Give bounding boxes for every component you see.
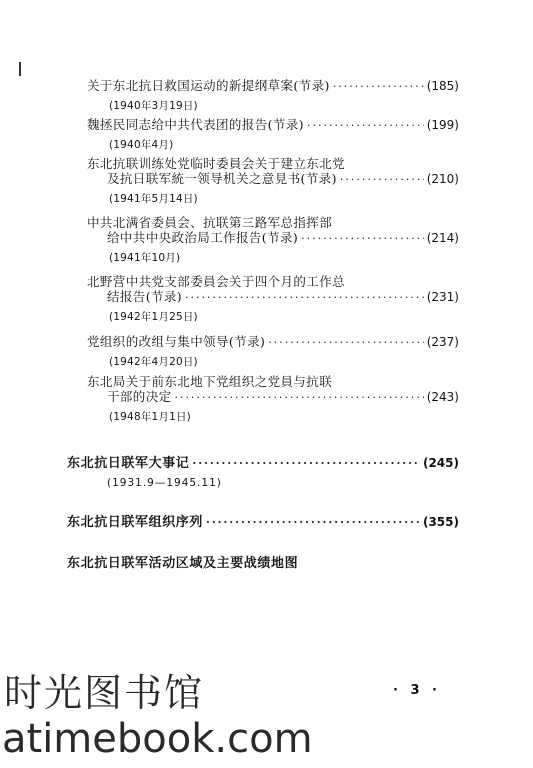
entry-title: 党组织的改组与集中领导(节录) [87,334,266,349]
page-number: (231) [426,290,459,304]
page-number: (355) [422,515,459,529]
watermark-cn: 时光图书馆 [4,671,205,715]
entry-title: 魏拯民同志给中共代表团的报告(节录) [87,117,304,132]
dot-leader [340,172,424,187]
entry-title-cont: 结报告(节录) [107,289,183,304]
toc-entry[interactable] [87,156,459,207]
toc-section[interactable] [67,556,459,571]
toc-entry[interactable] [87,274,459,325]
entry-date: (1942年4月20日) [109,356,198,368]
entry-date: (1948年1月1日) [109,411,191,423]
entry-date: (1942年1月25日) [109,311,198,323]
page-number: (199) [426,118,459,132]
entry-title-cont: 给中共中央政治局工作报告(节录) [107,230,299,245]
page-number: (245) [422,456,459,470]
entry-title: 东北局关于前东北地下党组织之党員与抗联 [87,374,333,389]
toc-section[interactable] [67,456,459,491]
watermark-en: atimebook.com [2,716,313,762]
page-number: (237) [426,335,459,349]
section-title: 东北抗日联军大事记 [67,456,190,471]
entry-date: (1940年3月19日) [109,100,198,112]
page-folio: · 3 · [393,683,441,698]
entry-title: 东北抗联训练处党临时委員会关于建立东北党 [87,156,346,171]
page-number: (210) [426,172,459,186]
entry-title-cont: 干部的决定 [107,389,172,404]
dot-leader [192,456,420,471]
section-title: 东北抗日联军组织序列 [67,515,204,530]
toc-entry[interactable] [87,78,459,114]
toc-entry[interactable] [87,117,459,153]
page-number: (243) [426,390,459,404]
entry-date: (1941年5月14日) [109,193,198,205]
scan-mark [19,62,21,76]
entry-title-cont: 及抗日联军統一领导机关之意見书(节录) [107,171,337,186]
dot-leader [185,290,424,305]
entry-title: 关于东北抗日救国运动的新提纲草案(节录) [87,78,330,93]
toc-entry[interactable] [87,374,459,425]
dot-leader [301,231,424,246]
dot-leader [206,515,420,530]
section-title: 东北抗日联军活动区域及主要战绩地图 [67,556,299,571]
section-date: (1931.9—1945.11) [107,477,222,489]
dot-leader [268,335,423,350]
page-number: (214) [426,231,459,245]
dot-leader [307,118,424,133]
toc-entry[interactable] [87,334,459,370]
page-number: (185) [426,79,459,93]
toc-section[interactable] [67,515,459,530]
dot-leader [175,390,424,405]
entry-title: 北野营中共党支部委員会关于四个月的工作总 [87,274,346,289]
toc-entry[interactable] [87,215,459,266]
dot-leader [333,79,424,94]
entry-title: 中共北满省委員会、抗联第三路军总指挥部 [87,215,333,230]
entry-date: (1940年4月) [109,139,174,151]
entry-date: (1941年10月) [109,252,181,264]
